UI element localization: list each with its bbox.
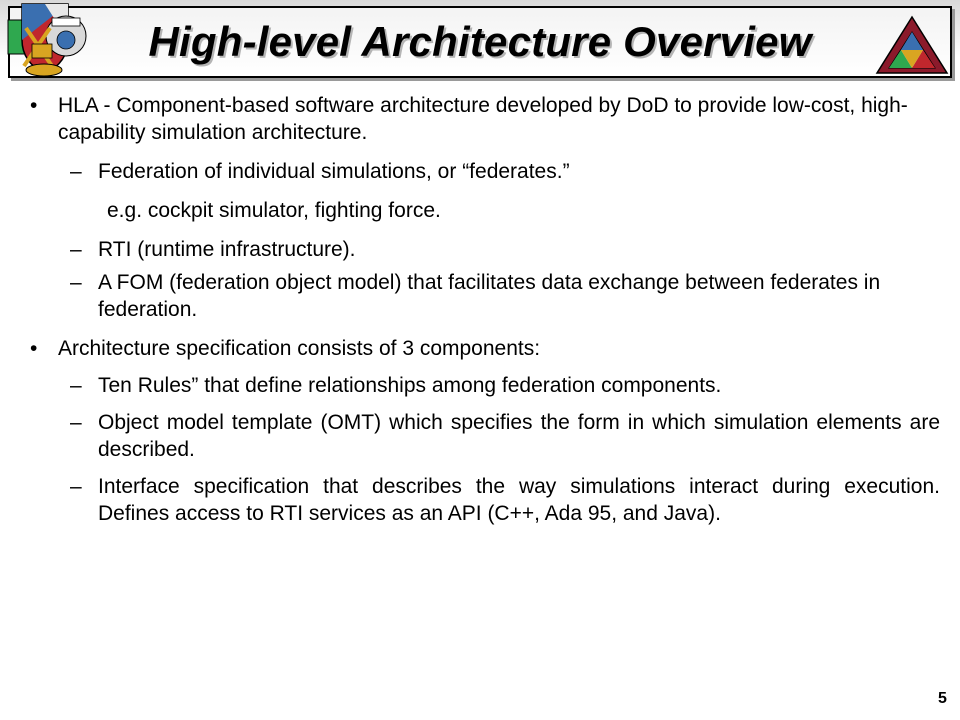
- title-bar: [0, 0, 960, 82]
- page-number: 5: [938, 690, 947, 707]
- unit-insignia-logo: [2, 0, 98, 85]
- dash-mark: –: [70, 238, 82, 261]
- bullet-item: [30, 335, 940, 362]
- bullet-mark: •: [30, 337, 38, 360]
- dash-mark: –: [70, 271, 82, 294]
- sub-bullet-item: [30, 158, 940, 185]
- sub-bullet-item: [30, 372, 940, 399]
- bullet-mark: •: [30, 94, 38, 117]
- slide-body: [30, 92, 940, 527]
- dash-mark: –: [70, 411, 82, 434]
- sub-bullet-text: Interface specification that describes the way simulations interact during execution. Defines access to RTI services as an API (C++, Ada 95, and Java).: [98, 475, 940, 525]
- sub-bullet-item: [30, 473, 940, 527]
- sub-bullet-item: [30, 269, 940, 323]
- sub-bullet-text: Object model template (OMT) which specifies the form in which simulation elements are described.: [98, 411, 940, 461]
- sub-bullet-item: [30, 236, 940, 263]
- bullet-text: Architecture specification consists of 3 components:: [58, 337, 541, 360]
- dash-mark: –: [70, 475, 82, 498]
- bullet-item: [30, 92, 940, 146]
- sub-bullet-item: [30, 409, 940, 463]
- bullet-text: HLA - Component-based software architecture developed by DoD to provide low-cost, high-capability simulation architecture.: [58, 94, 908, 144]
- sub-bullet-text: Ten Rules” that define relationships among federation components.: [98, 374, 722, 397]
- sub-bullet-text: RTI (runtime infrastructure).: [98, 238, 356, 261]
- triangle-emblem-logo: [874, 14, 950, 81]
- sub-bullet-text: A FOM (federation object model) that facilitates data exchange between federates in federation.: [98, 271, 881, 321]
- dash-mark: –: [70, 374, 82, 397]
- example-line: e.g. cockpit simulator, fighting force.: [107, 199, 441, 222]
- slide-title: High-level Architecture Overview: [148, 18, 812, 65]
- dash-mark: –: [70, 160, 82, 183]
- sub-bullet-text: Federation of individual simulations, or “federates.”: [98, 160, 570, 183]
